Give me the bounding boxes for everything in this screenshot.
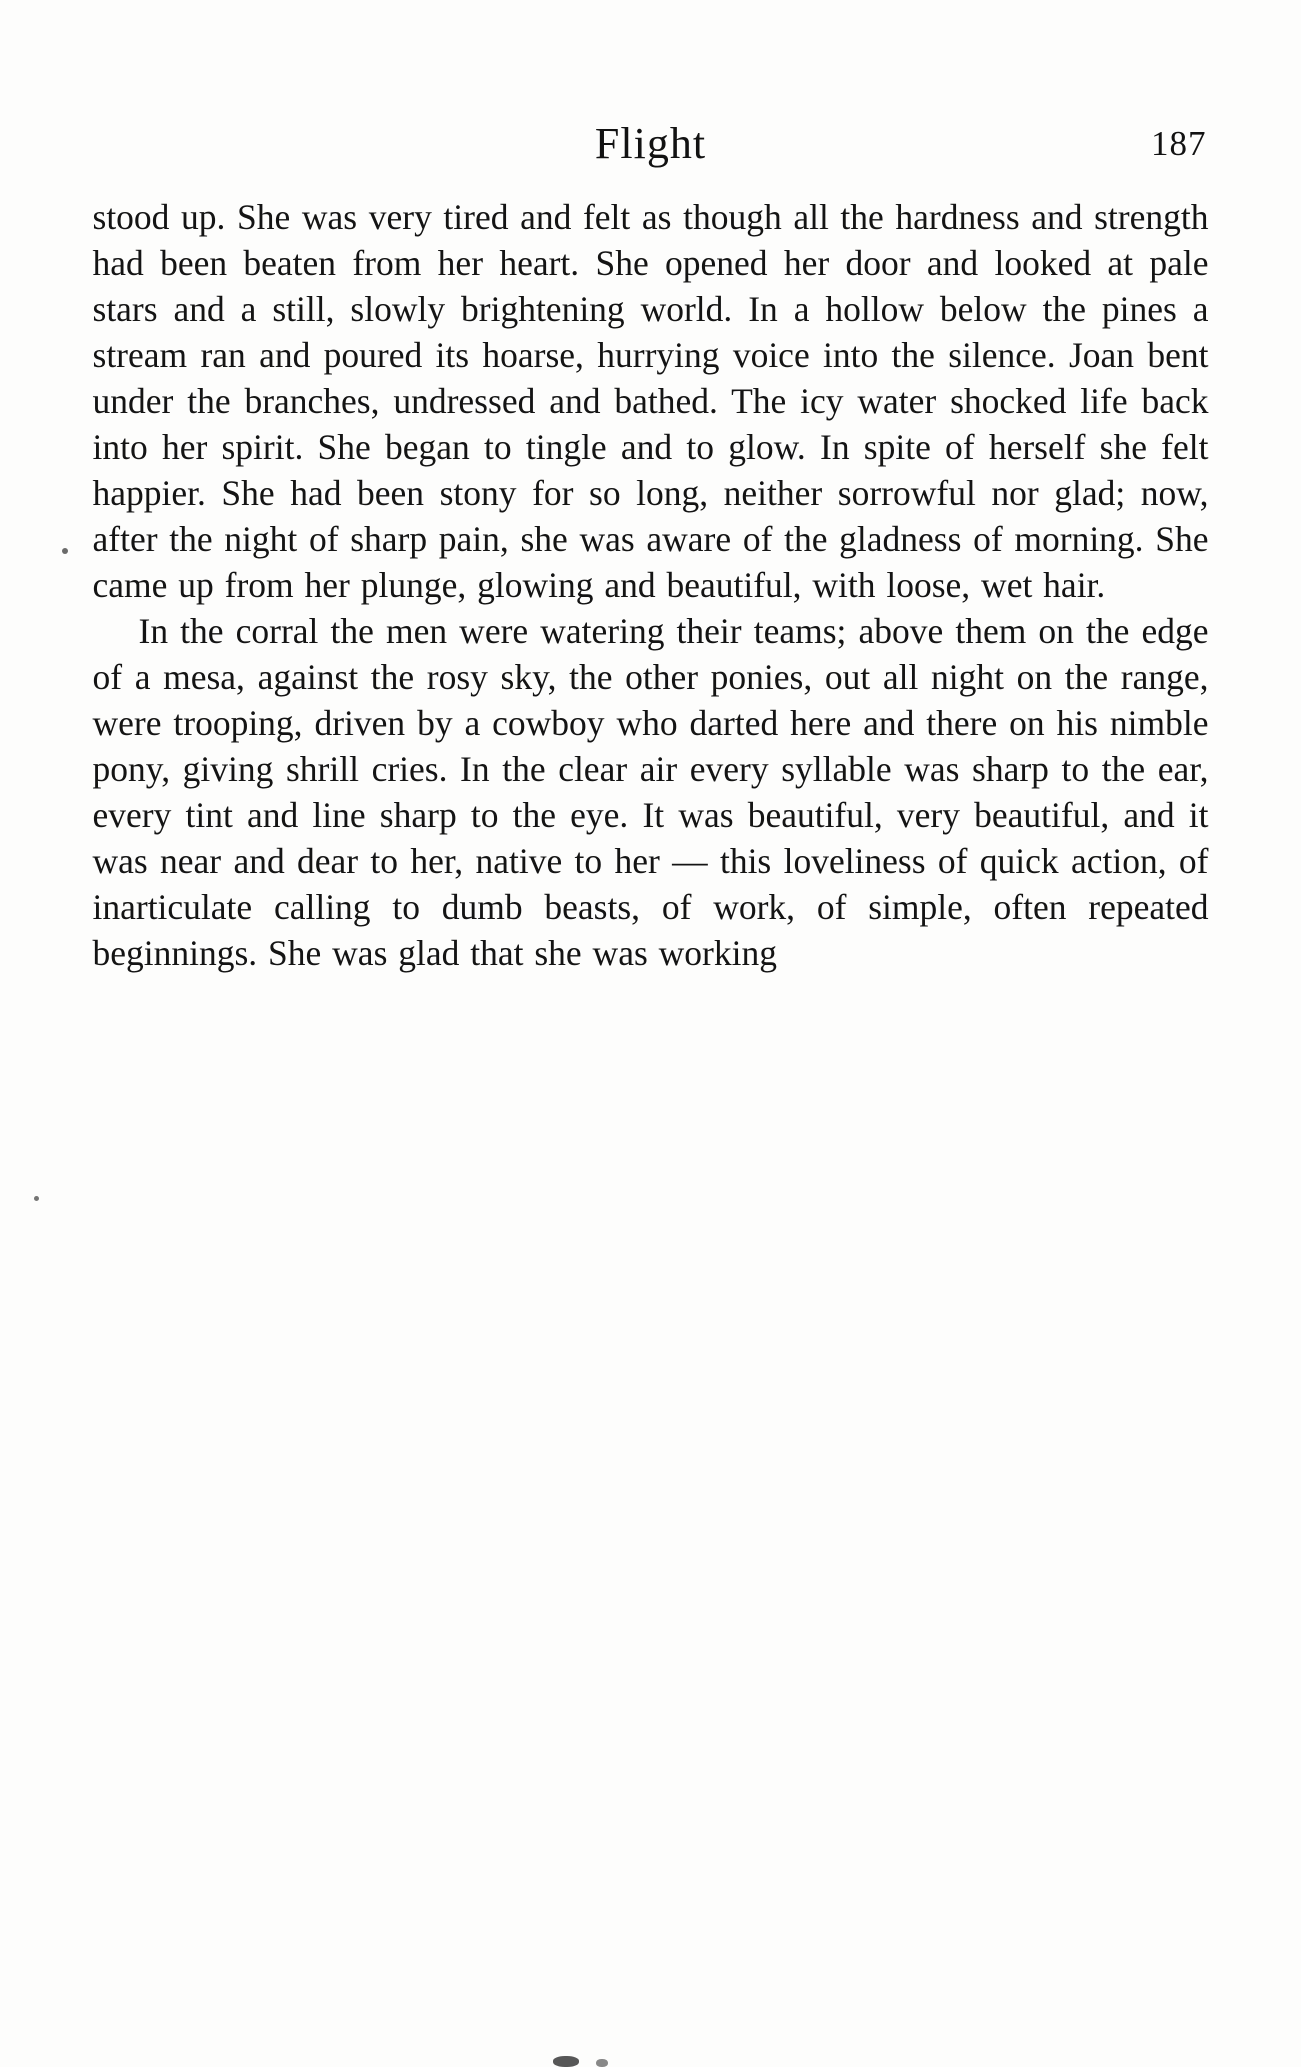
scan-artifact — [62, 548, 68, 554]
page-number: 187 — [1151, 124, 1207, 163]
page-body — [93, 194, 1209, 976]
page-header — [93, 118, 1209, 180]
running-title: Flight — [594, 119, 707, 168]
scan-artifact — [553, 2056, 579, 2067]
scan-artifact — [34, 1196, 39, 1201]
page-content-area — [93, 0, 1209, 976]
paragraph: stood up. She was very tired and felt as though all the hardness and strength had been beaten from her heart. She opened her door and looked at pale stars and a still, slowly brightening world. In a hollow below the pines a stream ran and poured its hoarse, hurrying voice into the silence. Joan bent under the branches, undressed and bathed. The icy water shocked life back into her spirit. She began to tingle and to glow. In spite of herself she felt happier. She had been stony for so long, neither sorrowful nor glad; now, after the night of sharp pain, she was aware of the gladness of morning. She came up from her plunge, glowing and beautiful, with loose, wet hair. — [92, 197, 1209, 605]
scan-artifact — [596, 2059, 608, 2067]
paragraph: In the corral the men were watering their teams; above them on the edge of a mesa, against the rosy sky, the other ponies, out all night on the range, were trooping, driven by a cowboy who darted here and there on his nimble pony, giving shrill cries. In the clear air every syllable was sharp to the ear, every tint and line sharp to the eye. It was beautiful, very beautiful, and it was near and dear to her, native to her — this loveliness of quick action, of inarticulate calling to dumb beasts, of work, of simple, often repeated beginnings. She was glad that she was working — [92, 611, 1209, 973]
